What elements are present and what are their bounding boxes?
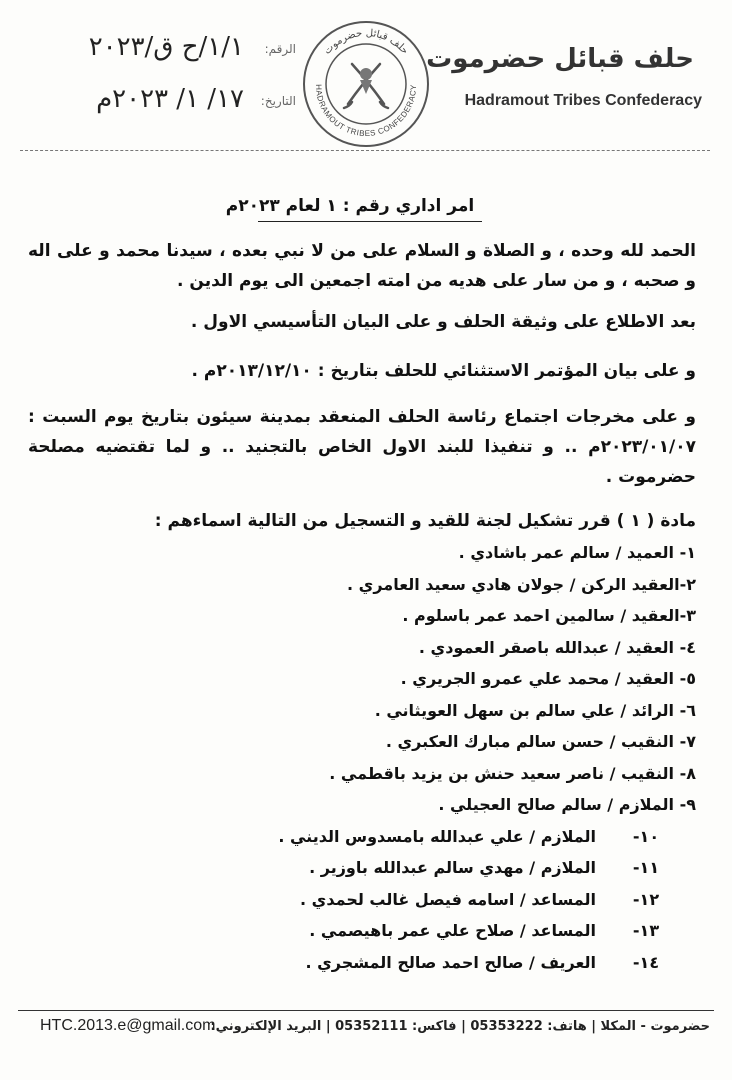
contact-details: حضرموت - المكلا | هاتف: 05353222 | فاكس: 05352111 | البريد الإلكتروني:: [210, 1019, 710, 1034]
title-underline: [258, 221, 482, 222]
org-name-arabic: حلف قبائل حضرموت: [426, 44, 694, 74]
preamble-charter: بعد الاطلاع على وثيقة الحلف و على البيان التأسيسي الاول .: [190, 312, 696, 332]
article-one: مادة ( ١ ) قرر تشكيل لجنة للقيد و التسجيل من التالية اسماءهم :: [154, 511, 696, 531]
contact-footer: [40, 1017, 710, 1041]
letterhead: [0, 0, 732, 150]
issue-date: ١٧/ ١/ ٢٠٢٣م: [96, 84, 244, 114]
list-item: ١- العميد / سالم عمر باشادي .: [458, 543, 696, 562]
org-name-english: Hadramout Tribes Confederacy: [464, 92, 702, 109]
reference-label: الرقم:: [264, 42, 296, 56]
list-item: ٥- العقيد / محمد علي عمرو الجريري .: [400, 669, 696, 688]
list-item: ١٣-المساعد / صلاح علي عمر باهيصمي .: [309, 921, 660, 940]
list-item: ٦- الرائد / علي سالم بن سهل العويثاني .: [374, 700, 696, 720]
list-item: ٩- الملازم / سالم صالح العجيلي .: [438, 795, 696, 814]
list-item: ١٤-العريف / صالح احمد صالح المشجري .: [305, 952, 660, 972]
committee-members-list: [28, 543, 696, 984]
reference-number: ١/١/ح ق/٢٠٢٣: [88, 32, 244, 62]
contact-email: HTC.2013.e@gmail.com: [40, 1017, 216, 1034]
list-item: ٨- النقيب / ناصر سعيد حنش بن يزيد باقطمي .: [329, 763, 696, 783]
list-item: ٣-العقيد / سالمين احمد عمر باسلوم .: [402, 606, 696, 625]
list-item: ١٠-الملازم / علي عبدالله بامسدوس الديني .: [278, 826, 660, 846]
list-item: ١١-الملازم / مهدي سالم عبدالله باوزير .: [309, 858, 660, 877]
preamble-meeting: و على مخرجات اجتماع رئاسة الحلف المنعقد بمدينة سيئون بتاريخ يوم السبت : ٢٠٢٣/٠١/٠٧م .. و تنفيذا للبند الاول الخاص بالتجنيد .. و لما تقتضيه مصلحة حضرموت .: [28, 407, 696, 487]
order-title: امر اداري رقم : ١ لعام ٢٠٢٣م: [225, 196, 475, 216]
svg-text:حلف قبائل حضرموت: حلف قبائل حضرموت: [321, 27, 411, 57]
svg-text:HADRAMOUT TRIBES CONFEDERACY: HADRAMOUT TRIBES CONFEDERACY: [313, 84, 419, 139]
list-item: ٤- العقيد / عبدالله باصقر العمودي .: [418, 637, 696, 657]
reference-number-row: [36, 32, 296, 72]
confederacy-seal-logo: [296, 14, 436, 154]
footer-divider: [18, 1010, 714, 1011]
opening-paragraph: الحمد لله وحده ، و الصلاة و السلام على من لا نبي بعده ، سيدنا محمد و على اله و صحبه ، و من سار على هديه من امته اجمعين الى يوم الدين .: [28, 241, 696, 291]
list-item: ٢-العقيد الركن / جولان هادي سعيد العامري .: [347, 574, 696, 594]
preamble-conference: و على بيان المؤتمر الاستثنائي للحلف بتاريخ : ٢٠١٣/١٢/١٠م .: [191, 361, 696, 381]
list-item: ٧- النقيب / حسن سالم مبارك العكبري .: [385, 732, 696, 751]
date-label: التاريخ:: [260, 94, 296, 108]
header-divider: [20, 150, 710, 151]
date-row: [36, 84, 296, 124]
list-item: ١٢-المساعد / اسامه فيصل غالب لحمدي .: [300, 889, 660, 909]
